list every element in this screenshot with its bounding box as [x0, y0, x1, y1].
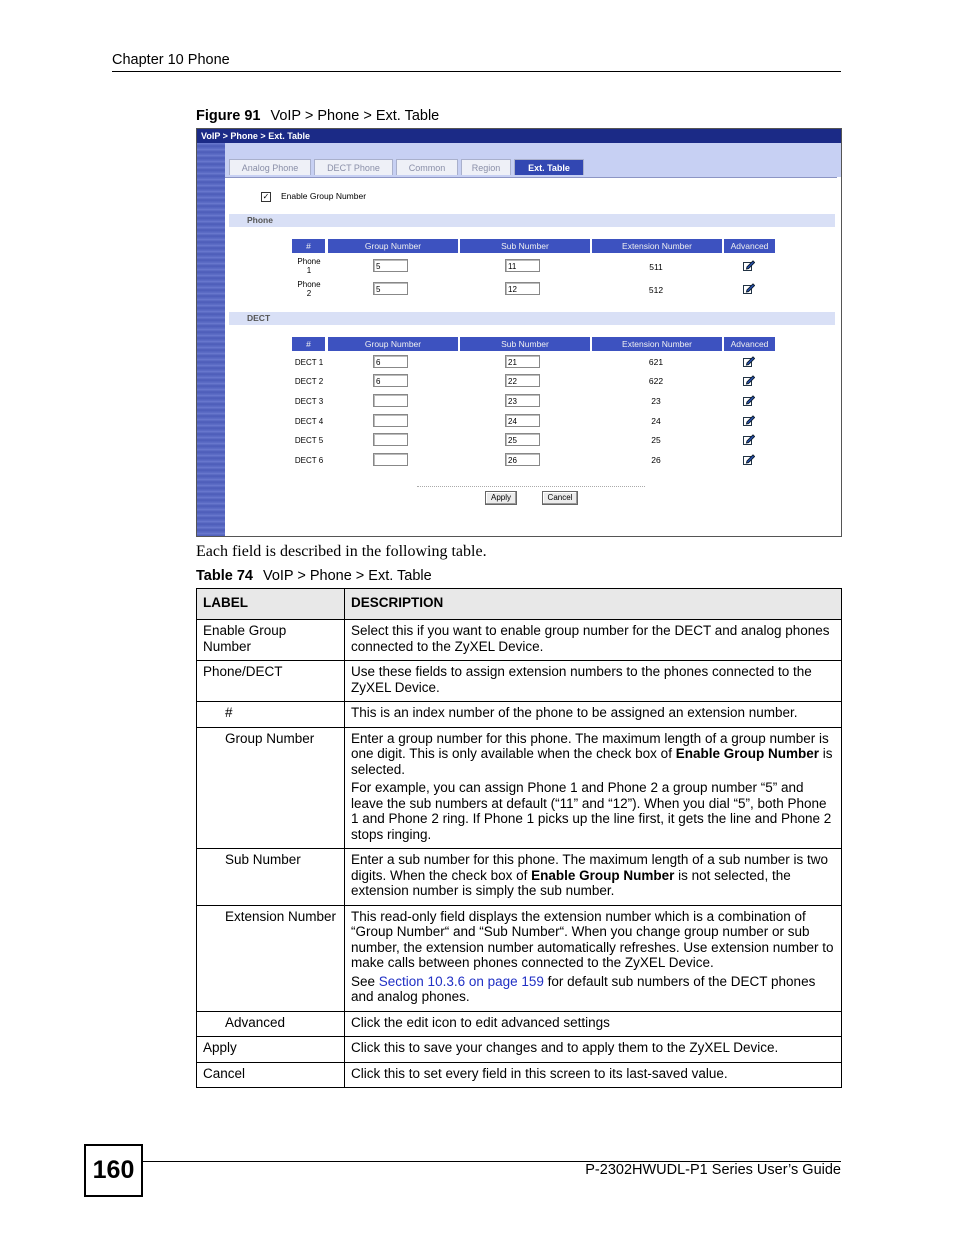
table-header-row — [197, 589, 842, 620]
row-label: Advanced — [197, 1011, 345, 1037]
extension-number-value: 621 — [648, 357, 664, 367]
extension-number-value: 26 — [651, 455, 661, 465]
sub-number-input[interactable]: 21 — [505, 355, 540, 368]
col-header-advanced: Advanced — [724, 239, 775, 253]
chapter-header: Chapter 10 Phone — [112, 52, 230, 68]
enable-group-label: Enable Group Number — [281, 191, 367, 201]
row-description: Use these fields to assign extension numbers to the phones connected to the ZyXEL Device. — [345, 661, 842, 702]
group-number-input[interactable]: 5 — [373, 259, 408, 272]
table-number: Table 74 — [196, 568, 253, 584]
edit-icon[interactable] — [743, 434, 755, 445]
section-link[interactable]: Section 10.3.6 on page 159 — [378, 973, 544, 989]
description-paragraph: For example, you can assign Phone 1 and Phone 2 a group number “5” and leave the sub numbers at default (“11” and “12”). When you dial “5”, both Phone 1 and Phone 2 ring. If Phone 1 picks up the line first, it gets the line and Phone 2 stops ringing. — [351, 780, 832, 842]
section-phone: Phone — [229, 214, 835, 227]
row-label: Extension Number — [197, 905, 345, 1011]
enable-group-row — [261, 191, 366, 202]
col-header-advanced: Advanced — [724, 337, 775, 351]
table-row — [197, 620, 842, 661]
edit-icon[interactable] — [743, 375, 755, 386]
phone-name-line1: Phone — [297, 257, 321, 266]
phone-name-line1: Phone — [297, 280, 321, 289]
edit-icon[interactable] — [743, 454, 755, 465]
table-row — [197, 1037, 842, 1063]
edit-icon[interactable] — [743, 395, 755, 406]
sub-number-input[interactable]: 25 — [505, 433, 540, 446]
row-label: Group Number — [197, 727, 345, 849]
table-row — [197, 905, 842, 1011]
screenshot-frame — [196, 128, 842, 537]
button-separator — [417, 486, 645, 487]
col-header-sub: Sub Number — [460, 337, 590, 351]
edit-icon[interactable] — [743, 356, 755, 367]
screen-sidebar — [197, 143, 225, 536]
extension-number-value: 622 — [648, 376, 664, 386]
text-span: Enter a group number for this phone. The maximum length of a group number is one digit. This is only available when the check box of — [351, 730, 829, 761]
group-number-input[interactable] — [373, 453, 408, 466]
table-row — [197, 849, 842, 906]
edit-icon[interactable] — [743, 283, 755, 294]
group-number-input[interactable] — [373, 433, 408, 446]
row-description: Click the edit icon to edit advanced settings — [345, 1011, 842, 1037]
row-description — [345, 727, 842, 849]
guide-title: P-2302HWUDL-P1 Series User’s Guide — [585, 1162, 841, 1178]
sub-number-input[interactable]: 24 — [505, 414, 540, 427]
figure-caption — [196, 108, 439, 124]
row-description: Select this if you want to enable group number for the DECT and analog phones connected to the ZyXEL Device. — [345, 620, 842, 661]
text-span: for default sub numbers of the DECT phones and analog phones. — [351, 973, 816, 1004]
sub-number-input[interactable]: 26 — [505, 453, 540, 466]
col-description-header: DESCRIPTION — [345, 589, 842, 620]
group-number-input[interactable] — [373, 414, 408, 427]
phone-row-name — [289, 257, 329, 275]
sub-number-input[interactable]: 23 — [505, 394, 540, 407]
col-header-group: Group Number — [328, 337, 458, 351]
apply-button[interactable]: Apply — [485, 491, 517, 505]
header-rule — [112, 71, 841, 72]
section-dect: DECT — [229, 312, 835, 325]
col-header-index: # — [292, 337, 325, 351]
table-row — [197, 1062, 842, 1088]
row-description: Click this to save your changes and to apply them to the ZyXEL Device. — [345, 1037, 842, 1063]
description-paragraph — [351, 974, 835, 1005]
col-header-sub: Sub Number — [460, 239, 590, 253]
edit-icon[interactable] — [743, 260, 755, 271]
row-label: Phone/DECT — [197, 661, 345, 702]
row-description: Click this to set every field in this screen to its last-saved value. — [345, 1062, 842, 1088]
tab-region[interactable]: Region — [461, 159, 511, 175]
sub-number-input[interactable]: 11 — [505, 259, 540, 272]
phone-name-line2: 2 — [306, 289, 312, 298]
group-number-input[interactable] — [373, 394, 408, 407]
dect-row-name: DECT 5 — [294, 436, 324, 445]
sub-number-input[interactable]: 22 — [505, 374, 540, 387]
enable-group-checkbox[interactable]: ✓ — [262, 191, 270, 201]
row-label: Enable Group Number — [197, 620, 345, 661]
bold-term: Enable Group Number — [531, 867, 675, 883]
table-row — [197, 727, 842, 849]
row-description — [345, 905, 842, 1011]
row-description — [345, 849, 842, 906]
tab-dect-phone[interactable]: DECT Phone — [314, 159, 393, 175]
table-row — [197, 1011, 842, 1037]
bold-term: Enable Group Number — [675, 746, 819, 761]
row-label: # — [197, 702, 345, 728]
tab-analog-phone[interactable]: Analog Phone — [229, 159, 311, 175]
col-label-header: LABEL — [197, 589, 345, 620]
edit-icon[interactable] — [743, 415, 755, 426]
tab-ext-table[interactable]: Ext. Table — [514, 159, 584, 175]
page-number: 160 — [84, 1144, 143, 1197]
description-paragraph — [351, 731, 835, 778]
row-label: Apply — [197, 1037, 345, 1063]
extension-number-value: 25 — [651, 435, 661, 445]
text-span: is selected. — [351, 746, 833, 777]
field-description-table — [196, 588, 842, 1088]
text-span: Enter a sub number for this phone. The maximum length of a sub number is two digits. When the check box of — [351, 852, 828, 883]
group-number-input[interactable]: 6 — [373, 355, 408, 368]
group-number-input[interactable]: 6 — [373, 374, 408, 387]
figure-number: Figure 91 — [196, 108, 261, 124]
extension-number-value: 24 — [651, 416, 661, 426]
table-title: VoIP > Phone > Ext. Table — [262, 568, 432, 584]
table-row — [197, 702, 842, 728]
dect-row-name: DECT 2 — [294, 377, 324, 386]
screen-title-bar — [197, 129, 841, 143]
dect-row-name: DECT 3 — [294, 397, 324, 406]
col-header-extension: Extension Number — [592, 239, 722, 253]
description-paragraph: This read-only field displays the extension number which is a combination of “Group Number“ and “Sub Number“. When you change group number or sub number, the extension number automatically refreshes. Use extension number to make calls between phones connected to the ZyXEL Device. — [351, 908, 834, 970]
row-label: Sub Number — [197, 849, 345, 906]
intro-text: Each field is described in the following table. — [196, 543, 487, 560]
tab-common[interactable]: Common — [396, 159, 458, 175]
figure-title: VoIP > Phone > Ext. Table — [270, 108, 440, 124]
col-header-group: Group Number — [328, 239, 458, 253]
dect-row-name: DECT 1 — [294, 358, 324, 367]
phone-row-name — [289, 280, 329, 298]
dect-row-name: DECT 6 — [294, 456, 324, 465]
row-label: Cancel — [197, 1062, 345, 1088]
col-header-extension: Extension Number — [592, 337, 722, 351]
text-span: is not selected, the extension number is simply the sub number. — [351, 867, 791, 898]
sub-number-input[interactable]: 12 — [505, 282, 540, 295]
text-span: See — [351, 973, 379, 989]
extension-number-value: 511 — [649, 262, 663, 272]
table-caption — [196, 568, 432, 584]
extension-number-value: 23 — [651, 396, 661, 406]
dect-row-name: DECT 4 — [294, 417, 324, 426]
cancel-button[interactable]: Cancel — [542, 491, 578, 505]
phone-name-line2: 1 — [306, 266, 312, 275]
col-header-index: # — [292, 239, 325, 253]
table-row — [197, 661, 842, 702]
row-description: This is an index number of the phone to be assigned an extension number. — [345, 702, 842, 728]
group-number-input[interactable]: 5 — [373, 282, 408, 295]
screen-title: VoIP > Phone > Ext. Table — [201, 131, 311, 141]
extension-number-value: 512 — [648, 285, 664, 295]
